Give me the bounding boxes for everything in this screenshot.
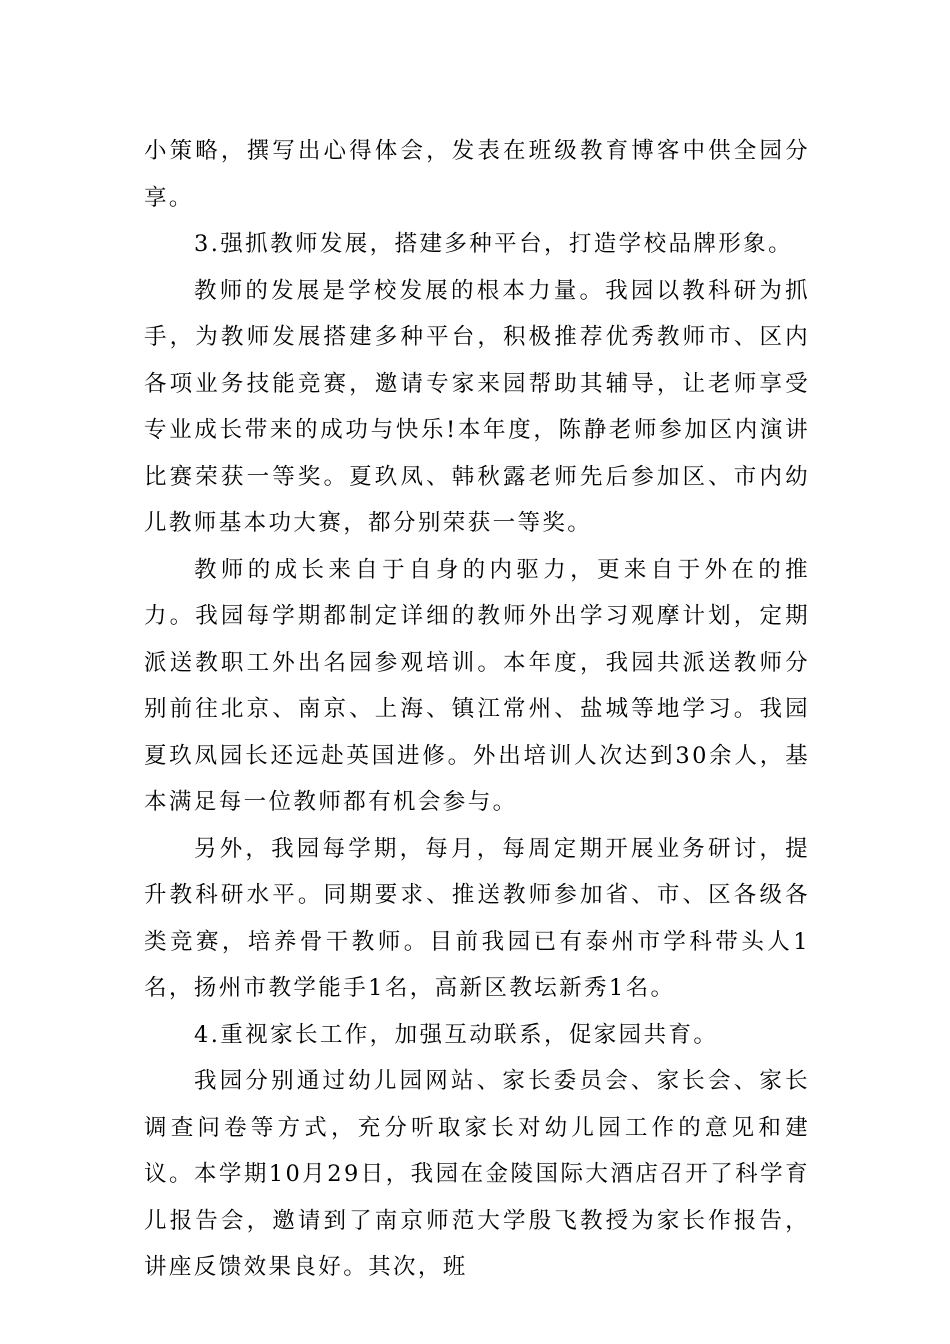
paragraph-parent-work: 我园分别通过幼儿园网站、家长委员会、家长会、家长调查问卷等方式，充分听取家长对幼儿园工作的意见和建议。本学期10月29日，我园在金陵国际大酒店召开了科学育儿报告会，邀请到了南京师范大学殷飞教授为家长作报告，讲座反馈效果良好。其次，班 bbox=[144, 1068, 810, 1280]
paragraph-continuation: 小策略，撰写出心得体会，发表在班级教育博客中供全园分享。 bbox=[144, 138, 810, 211]
section-heading-4: 4.重视家长工作，加强互动联系，促家园共育。 bbox=[194, 1021, 719, 1048]
body-text bbox=[144, 128, 810, 1291]
paragraph-teacher-growth: 教师的成长来自于自身的内驱力，更来自于外在的推力。我园每学期都制定详细的教师外出学习观摩计划，定期派送教职工外出名园参观培训。本年度，我园共派送教师分别前往北京、南京、上海、镇江常州、盐城等地学习。我园夏玖凤园长还远赴英国进修。外出培训人次达到30余人，基本满足每一位教师都有机会参与。 bbox=[144, 556, 810, 815]
paragraph-teacher-development: 教师的发展是学校发展的根本力量。我园以教科研为抓手，为教师发展搭建多种平台，积极推荐优秀教师市、区内各项业务技能竞赛，邀请专家来园帮助其辅导，让老师享受专业成长带来的成功与快乐!本年度，陈静老师参加区内演讲比赛荣获一等奖。夏玖凤、韩秋露老师先后参加区、市内幼儿教师基本功大赛，都分别荣获一等奖。 bbox=[144, 277, 810, 536]
section-heading-3: 3.强抓教师发展，搭建多种平台，打造学校品牌形象。 bbox=[194, 231, 793, 257]
paragraph-research: 另外，我园每学期，每月，每周定期开展业务研讨，提升教科研水平。同期要求、推送教师参加省、市、区各级各类竞赛，培养骨干教师。目前我园已有泰州市学科带头人1名，扬州市教学能手1名，高新区教坛新秀1名。 bbox=[144, 835, 810, 1001]
